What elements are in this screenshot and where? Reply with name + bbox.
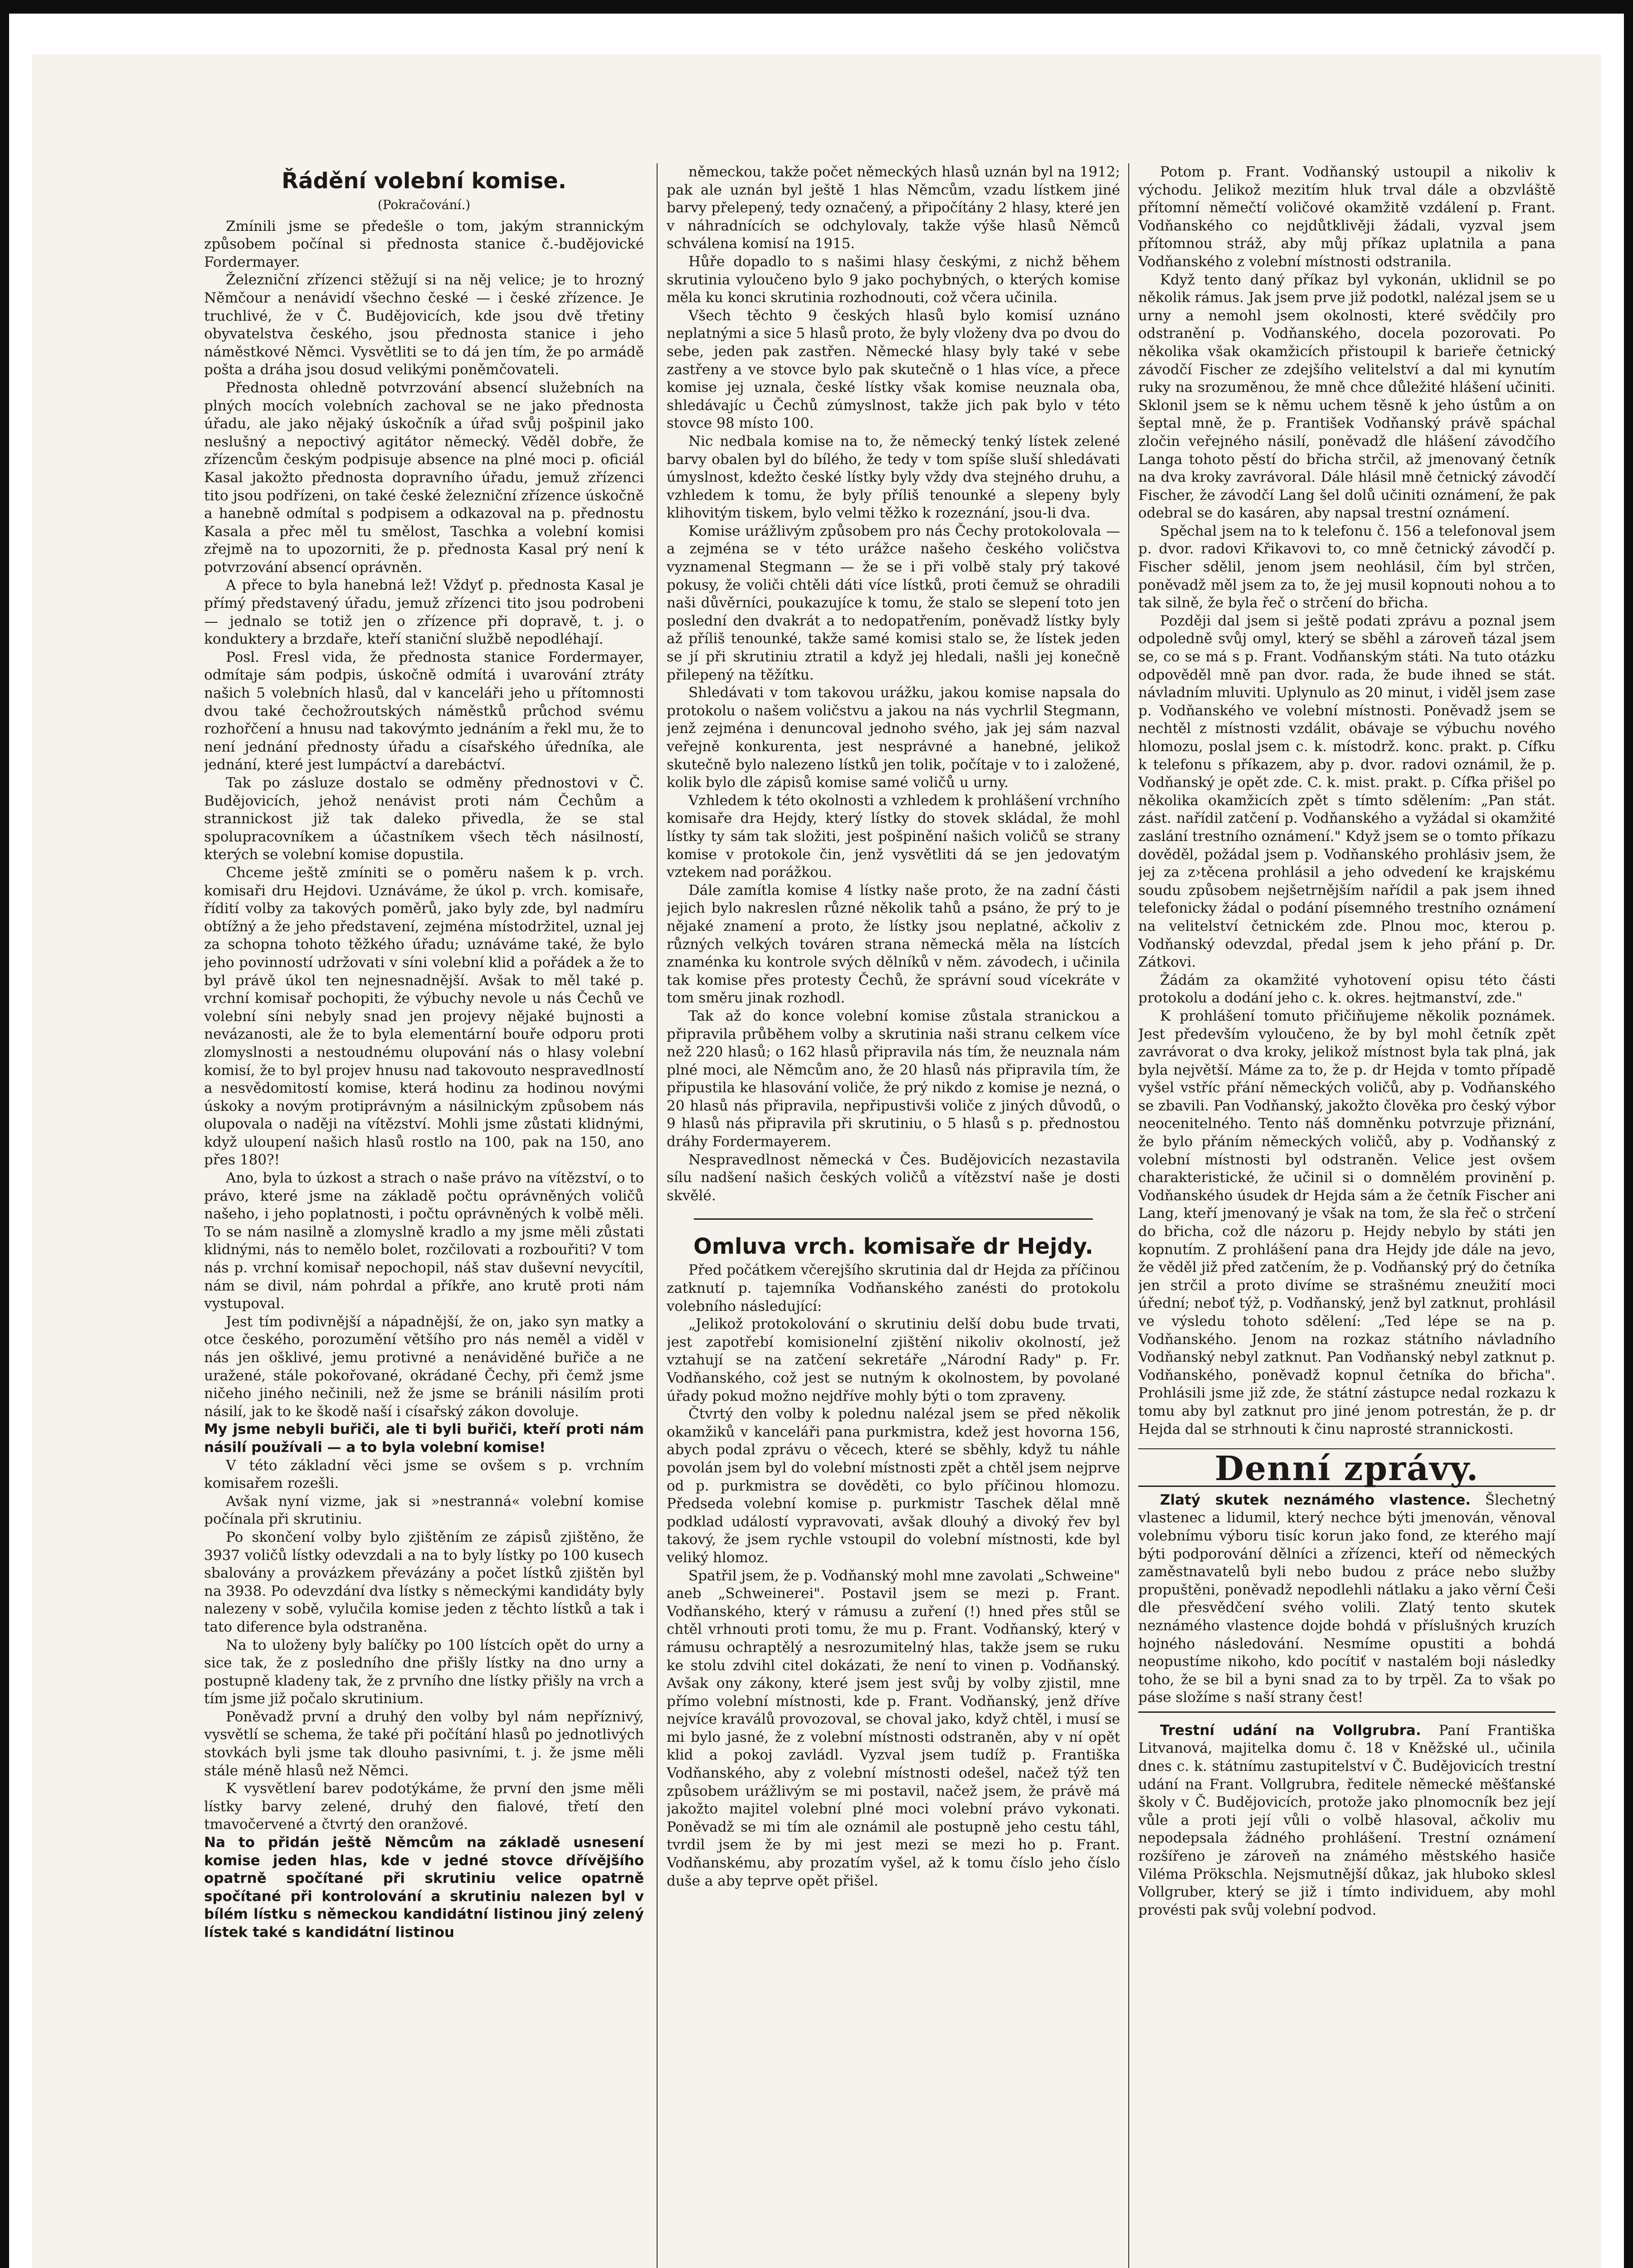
paragraph: Ano, byla to úzkost a strach o naše právo na vítězství, o to právo, které jsme na základě počtu oprávněných voličů našeho, i jeho poplatnosti, i počtu oprávněných k volbě měli. To se nám nasilně a zlomyslně kradlo a my jsme měli zůstati klidnými, nás to nemělo bolet, rozčilovati a rozbouřiti? V tom nás p. vrchní komisař nepochopil, náš stav duševní nevycítil, nám se divil, nám pohrdal a příkře, ano krutě proti nám vystupoval. <box>204 1170 644 1312</box>
paragraph: Později dal jsem si ještě podati zprávu a poznal jsem odpoledně svůj omyl, který se sběhl a zároveň tázal jsem se, co se má s p. Frant. Vodňanským státi. Na tuto otázku odpověděl mně pan dvor. rada, že bude ihned se stát. návladním mluviti. Uplynulo as 20 minut, i viděl jsem zase p. Vodňanského ve volební místnosti. Poněvadž jsem se nechtěl z místnosti vzdálit, obávaje se výbuchu nového hlomozu, poslal jsem c. k. místodrž. konc. prakt. p. Cífku k telefonu s příkazem, aby p. dvor. radovi oznámil, že p. Vodňanský je opět zde. C. k. mist. prakt. p. Cífka přišel po několika okamžicích zpět s tímto sdělením: „Pan stát. zást. nařídil zatčení p. Vodňanského a vyžádal si okamžité zaslání trestního oznámení." Když jsem se o tomto příkazu dověděl, požádal jsem p. Vodňanského prohlásiv jsem, že jej za z›těcena prohlásil a jeho odvedení ke krajskému soudu způsobem nejšetrnějším nařídil a pak jsem ihned telefonicky žádal o podání písemného trestního oznámení na velitelství četnickém zde. Plnou moc, kterou p. Vodňanský odevzdal, předal jsem k jeho přání p. Dr. Zátkovi. <box>1138 612 1555 971</box>
news-headline: Trestní udání na Vollgrubra. <box>1160 1722 1421 1739</box>
bold-statement: My jsme nebyli buřiči, ale ti byli buřiči, kteří proti nám násilí používali — a to byla volební komise! <box>204 1421 644 1456</box>
paragraph: Chceme ještě zmíniti se o poměru našem k p. vrch. komisaři dru Hejdovi. Uznáváme, že úkol p. vrch. komisaře, řídití volby za takových poměrů, jako byly zde, byl nadmíru obtížný a že jeho představení, zejména místodržitel, uznal jej za schopna tohoto těžkého úřadu; uznáváme také, že bylo jeho povinností udržovati v síni volební klid a pořádek a že to byl právě úkol ten nejnesnadnější. Avšak to měl také p. vrchní komisař pochopiti, že výbuchy nevole u nás Čechů ve volební síni nebyly snad jen projevy nějaké bujnosti a nevázanosti, ale že to byla elementární bouře odporu proti zlomyslnosti a nestoudnému olupování nás o hlasy volební komisí, že to byl projev hnusu nad takovouto nespravedlností a nesvědomitostí komise, která hodinu za hodinou novými úskoky a novým protiprávným a násilnickým způsobem nás olupovala o naději na vítězství. Mohli jsme zůstati klidnými, když uloupení našich hlasů rostlo na 100, pak na 150, ano přes 180?! <box>204 864 644 1168</box>
paragraph: Nespravedlnost německá v Čes. Budějovicích nezastavila sílu nadšení našich českých voličů a vítězství naše je dosti skvělé. <box>667 1151 1120 1204</box>
paragraph: německou, takže počet německých hlasů uznán byl na 1912; pak ale uznán byl ještě 1 hlas Němcům, vzadu lístkem jiné barvy přelepený, tedy označený, a připočítány 2 hlasy, které jen v náhradnících se odchylovaly, takže výše hlasů Němců schválena komisí na 1915. <box>667 164 1120 252</box>
bold-paragraph: Na to přidán ještě Němcům na základě usnesení komise jeden hlas, kde v jedné stovce dřívějšího opatrně spočítané při skrutiniu velice opatrně spočítané při kontrolování a skrutiniu nalezen byl v bílém lístku s německou kandidátní listinou jiný zelený lístek také s kandidátní listinou <box>204 1834 644 1941</box>
scan-border-right <box>1624 0 1633 2268</box>
news-text: Šlechetný vlastenec a lidumil, který nechce býti jmenován, věnoval volebnímu výboru tisíc korun jako fond, ze kterého mají býti podporování dělníci a zřízenci, kteří od německých zaměstnavatelů byli nebo budou z práce nebo služby propuštěni, poněvadž nepodlehli nátlaku a jako věrní Češi dle přesvědčení svého volili. Zlatý tento skutek neznámého vlastence dojde bohdá v příslušných kruzích hojného následování. Nesmíme opustiti a bohdá neopustíme nikoho, kdo pocítiť v nastalém boji následky toho, že se bil a byni snad za to by trpěl. Za to však po páse složíme s naší strany čest! <box>1138 1491 1555 1706</box>
paragraph: Tak po zásluze dostalo se odměny přednostovi v Č. Budějovicích, jehož nenávist proti nám Čechům a strannickost již tak daleko přivedla, že se stal spolupracovníkem a účastníkem všech těch násilností, kterých se volební komise dopustila. <box>204 775 644 863</box>
news-headline: Zlatý skutek neznámého vlastence. <box>1160 1491 1471 1508</box>
paragraph: Před počátkem včerejšího skrutinia dal dr Hejda za příčinou zatknutí p. tajemníka Vodňanského zanésti do protokolu volebního následující: <box>667 1262 1120 1315</box>
paragraph: Čtvrtý den volby k polednu nalézal jsem se před několik okamžiků v kanceláři pana purkmistra, kdež jest hovorna 156, abych podal zprávu o věcech, které se sběhly, když tu náhle povolán jsem byl do volební místnosti zpět a chtěl jsem nejprve od p. purkmistra se dověděti, co bylo příčinou hlomozu. Předseda volební komise p. purkmistr Taschek dělal mně podklad událostí vypravovati, avšak dlouhý a divoký řev byl takový, že jsem rychle vstoupil do volební místnosti, kde byl veliký hlomoz. <box>667 1406 1120 1566</box>
continuation-note: (Pokračování.) <box>377 197 471 212</box>
paragraph: Přednosta ohledně potvrzování absencí služebních na plných mocích volebních zachoval se ne jako přednosta úřadu, ale jako nějaký úskočník a úřad svůj pošpinil jako neslušný a nepoctivý agitátor německý. Věděl dobře, že zřízencům českým podpisuje absence na plné moci p. oficiál Kasal jakožto přednosta dopravního úřadu, jemuž zřízenci tito jsou podřízeni, on také české železniční zřízence úskočně a hanebně odmítal s podpisem a odkazoval na p. přednostu Kasala a přec měl tu smělost, Taschka a volební komisi zřejmě na to upozorniti, že p. přednosta Kasal prý není k potvrzování absencí oprávněn. <box>204 379 644 576</box>
paragraph: Vzhledem k této okolnosti a vzhledem k prohlášení vrchního komisaře dra Hejdy, který lístky do stovek skládal, že mohl lístky ty sám tak složiti, jest pošpinění našich voličů se strany komise v protokole čin, jenž vysvětliti dá se jen jedovatým vztekem nad porážkou. <box>667 792 1120 881</box>
column-rule <box>657 163 658 2268</box>
article-title: Omluva vrch. komisaře dr Hejdy. <box>693 1234 1093 1260</box>
paragraph: Na to uloženy byly balíčky po 100 lístcích opět do urny a sice tak, že z posledního dne přišly lístky na dno urny a postupně kladeny tak, že z prvního dne lístky přišly na vrch a tím jsme již počalo skrutinium. <box>204 1637 644 1707</box>
column-1 <box>204 163 644 2268</box>
paragraph: Když tento daný příkaz byl vykonán, uklidnil se po několik rámus. Jak jsem prve již podotkl, nalézal jsem se u urny a nemohl jsem okolnosti, které svědčily pro odstranění p. Vodňanského, docela pozorovati. Po několika však okamžicích přistoupil k barieře četnický závodčí Fischer ze zdejšího velitelství a dal mi kynutím ruky na srozuměnou, že mně chce důležité hlášení učiniti. Sklonil jsem se k němu uchem těsně k jeho ústům a on šeptal mně, že p. František Vodňanský právě spáchal zločin veřejného násilí, poněvadž dle hlášení závodčího Langa tohoto pěstí do břicha strčil, až jmenovaný četník na dva kroky zavrávoral. Dále hlásil mně četnický závodčí Fischer, že závodčí Lang šel dolů učiniti oznámení, že pak odebral se do kasáren, aby napsal trestní oznámení. <box>1138 271 1555 522</box>
paragraph: Komise urážlivým způsobem pro nás Čechy protokolovala — a zejména se v této urážce našeho českého voličstva vyznamenal Stegmann — že se i při volbě staly prý takové pokusy, že voliči chtěli dáti více lístků, proti čemuž se ohradili naši důvěrníci, poukazujíce k tomu, že stalo se slepení toto jen poslední den dvakrát a to nedopatřením, poněvadž lístky byly až příliš tenounké, takže samé komisi stalo se, že lístek jeden se jí při skrutiniu ztratil a když jej hledali, našli jej konečně přilepený na těžítku. <box>667 523 1120 683</box>
paragraph: Nic nedbala komise na to, že německý tenký lístek zelené barvy obalen byl do bílého, že tedy v tom spíše sluší shledávati úmyslnost, kdežto české lístky byly vždy dva stejného druhu, a vzhledem k tomu, že byly příliš tenounké a slepeny byly klihovitým tiskem, bylo velmi těžko k rozeznání, jsou-li dva. <box>667 433 1120 522</box>
paragraph: Hůře dopadlo to s našimi hlasy českými, z nichž během skrutinia vyloučeno bylo 9 jako pochybných, o kterých komise měla ku konci skrutinia rozhodnouti, což včera učinila. <box>667 253 1120 306</box>
news-item-box <box>1138 1486 1555 1713</box>
paragraph: Žádám za okamžité vyhotovení opisu této části protokolu a dodání jeho c. k. okres. hejtmanství, zde." <box>1138 972 1555 1007</box>
paragraph: K prohlášení tomuto přičiňujeme několik poznámek. Jest především vyloučeno, že by byl mohl četník zpět zavrávorat o dva kroky, jelikož místnost byla tak plná, jak byla největší. Máme za to, že p. dr Hejda v tomto případě vyšel vstříc přání německých voličů, aby p. Vodňanského se zbavili. Pan Vodňanský, jakožto člověka pro český výbor neocenitelného. Tento náš domněnku potvrzuje přiznání, že bylo přáním německých voličů, aby p. Vodňanský z volební místnosti byl odstraněn. Velice jest ovšem charakteristické, že učinil si o domnělém provinění p. Vodňanského úsudek dr Hejda sám a že četník Fischer ani Lang, kteří jmenovaný je však na tom, že sla řeč o strčení do břicha, což dle názoru p. Hejdy nebylo by státi jen kopnutím. Z prohlášení pana dra Hejdy jde dále na jevo, že věděl již před zatčením, že p. Vodňanský prý do četníka jen strčil a proto divíme se strašnému zneužití moci úřední; neboť týž, p. Vodňanský, jenž byl zatknut, prohlásil ve výsledu tohoto sdělení: „Ted lépe se na p. Vodňanského. Jenom na rozkaz státního návladního Vodňanský nebyl zatknut. Pan Vodňanský nebyl zatknut p. Vodňanského, poněvadž kopnul četníka do břicha". Prohlásili jsme již zde, že státní zástupce nedal rozkazu k tomu aby byl zatknut pro jiné jenom potrestán, že p. dr Hejda dal se strhnouti k činu naprosté strannickosti. <box>1138 1007 1555 1437</box>
paragraph: A přece to byla hanebná lež! Vždyť p. přednosta Kasal je přímý představený úřadu, jemuž zřízenci tito jsou podrobeni — jednalo se totiž jen o zřízence při dopravě, t. j. o konduktery a brzdaře, kteří staniční službě nepodléhají. <box>204 577 644 648</box>
paragraph: Potom p. Frant. Vodňanský ustoupil a nikoliv k východu. Jelikož mezitím hluk trval dále a obzvláště přítomní němečtí voličové okamžitě vzdálení p. Frant. Vodňanského co nejdůtklivěji žádali, vyzval jsem přítomnou stráž, aby můj příkaz uplatnila a pana Vodňanského z volební místnosti odstranila. <box>1138 164 1555 270</box>
scan-border-top <box>0 0 1633 14</box>
paragraph: Všech těchto 9 českých hlasů bylo komisí uznáno neplatnými a sice 5 hlasů proto, že byly vloženy dva po dvou do sebe, jeden pak zastřen. Německé hlasy byly také v sebe zastřeny a ve stovce bylo pak skutečně o 1 hlas více, a přece komise jej uznala, české lístky však komise neuznala oba, shledávajíc u Čechů zúmyslnost, takže jich pak bylo v této stovce 98 místo 100. <box>667 307 1120 432</box>
section-divider <box>694 1218 1093 1220</box>
paragraph: Tak až do konce volební komise zůstala stranickou a připravila průběhem volby a skrutinia naši stranu celkem více než 220 hlasů; o 162 hlasů připravila nás tím, že neuznala nám plné moci, ale Němcům ano, že 20 hlasů nás připravila tím, že připustila ke hlasování voliče, že prý nikdo z komise je nezná, o 20 hlasů nás připravila, nepřipustivši voliče z jiných důvodů, o 9 hlasů nás připravila při skrutiniu, o 5 hlasů s p. přednostou dráhy Fordermayerem. <box>667 1007 1120 1150</box>
paragraph: Dále zamítla komise 4 lístky naše proto, že na zadní části jejich bylo nakreslen různé několik tahů a psáno, že prý to je nějaké znamení a proto, že lístky jsou neplatné, ačkoliv z různých velkých továren strana německá měla na lístcích znaménka ku kontrole svých dělníků v něm. závodech, i učinila tak komise přes protesty Čechů, že správní soud vícekráte v tom směru jinak rozhodl. <box>667 882 1120 1007</box>
paragraph: Spatřil jsem, že p. Vodňanský mohl mne zavolati „Schweine" aneb „Schweinerei". Postavil jsem se mezi p. Frant. Vodňanského, který v rámusu a zuření (!) hned přes stůl se chtěl vrhnouti proti tomu, že mu p. Frant. Vodňanský, který v rámusu ochraptělý a nesrozumitelný hlas, takže jsem se ruku ke stolu zdvihl citel dokázati, že není to vinen p. Vodňanský. Avšak ony zákony, které jsem jest svůj by volby zjistil, mne přímo volební místnosti, kde p. Frant. Vodňanský, jenž dříve nejvíce kraválů provozoval, se choval jako, když chtěl, i musí se mi bylo jasné, že z volební místnosti odstraněn, aby v ní opět klid a pokoj zavládl. Vyzval jsem tudíž p. Františka Vodňanského, aby z volební místnosti odešel, načež týž ten způsobem urážlivým se mi postavil, načež jsem, že právě má jakožto majitel volební plné moci volební právo vykonati. Poněvadž se mi tím ale oznámil ale postupně jeho cestu táhl, tvrdil jsem že by mi jest mezi se mezi ho p. Frant. Vodňanskému, aby prozatím vyšel, až k tomu číslo jeho číslo duše a aby teprve opět přišel. <box>667 1567 1120 1889</box>
paragraph: „Jelikož protokolování o skrutiniu delší dobu bude trvati, jest zapotřebí komisionelní zjištění nikoliv okolností, jež vztahují se na zatčení sekretáře „Národní Rady" p. Fr. Vodňanského, což jest se nutným k okolnostem, by povolané úřady pokud možno nejdříve mohly býti o tom zpraveny. <box>667 1316 1120 1404</box>
column-rule <box>1128 163 1129 2268</box>
paragraph: Avšak nyní vizme, jak si »nestranná« volební komise počínala při skrutiniu. <box>204 1493 644 1528</box>
paragraph: Poněvadž první a druhý den volby byl nám nepříznivý, vysvětlí se schema, že také při počítání hlasů po jednotlivých stovkách byli jsme tak dlouho pasivními, t. j. že jsme měli stále méně hlasů než Němci. <box>204 1708 644 1779</box>
paragraph: Po skončení volby bylo zjištěním ze zápisů zjištěno, že 3937 voličů lístky odevzdali a na to byly lístky po 100 kusech sbalovány a provázkem převázány a počet lístků zjištěn byl na 3938. Po odevzdání dva lístky s německými kandidáty byly nalezeny v sobě, vylučila komise jeden z těchto lístků a tak i tato diference byla odstraněna. <box>204 1529 644 1635</box>
news-text: Paní Františka Litvanová, majitelka domu č. 18 v Kněžské ul., učinila dnes c. k. státnímu zastupitelství v Č. Budějovicích trestní udání na Frant. Vollgrubra, ředitele německé měšťanské školy v Č. Budějovicích, protože jako plnomocník bez její vůle a proti její vůli o volbě hlasoval, ačkoliv mu nepodepsala žádného prohlášení. Trestní oznámení rozšířeno je zároveň na známého městského hasiče Viléma Prökschla. Nejsmutnější důkaz, jak hluboko sklesl Vollgruber, který se již i tímto individuem, aby mohl provésti pak svůj volební podvod. <box>1138 1722 1555 1918</box>
paragraph: Železniční zřízenci stěžují si na něj velice; je to hrozný Němčour a nenávidí všechno české — i české zřízence. Je truchlivé, že v Č. Budějovicích, kde jsou dvě třetiny obyvatelstva českého, jsou přednosta stanice i jeho náměstkové Němci. Vysvětliti se to dá jen tím, že po armádě pošta a dráha jsou dosud velikými poněmčovateli. <box>204 272 644 378</box>
paragraph: K vysvětlení barev podotýkáme, že první den jsme měli lístky barvy zelené, druhý den fialové, třetí den tmavočervené a čtvrtý den oranžové. <box>204 1780 644 1833</box>
paragraph: Shledávati v tom takovou urážku, jakou komise napsala do protokolu o našem voličstvu a jakou na nás vychrlil Stegmann, jenž zejména i denuncoval jednoho svého, jak jej sám nazval veřejně konkurenta, jest nesprávné a hanebné, jelikož skutečně bylo nalezeno lístků jen tolik, počítaje v to i založené, kolik bylo dle zápisů komise samé voličů u urny. <box>667 684 1120 791</box>
paragraph: V této základní věci jsme se ovšem s p. vrchním komisařem rozešli. <box>204 1457 644 1492</box>
scan-border-left <box>0 0 9 2268</box>
paragraph: Spěchal jsem na to k telefonu č. 156 a telefonoval jsem p. dvor. radovi Křikavovi to, co mně četnický závodčí p. Fischer sdělil, jenom jsem neohlásil, čím byl strčen, poněvadž měl jsem za to, že jej musil kopnouti nohou a to tak silně, že byla řeč o strčení do břicha. <box>1138 523 1555 611</box>
article-title: Řádění volební komise. <box>281 168 566 194</box>
section-heading: Denní zprávy. <box>1214 1449 1479 1489</box>
column-2 <box>667 163 1120 2268</box>
paragraph: Jest tím podivnější a nápadnější, že on, jako syn matky a otce českého, porozumění většího pro nás neměl a viděl v nás jen ošklivé, jemu protivné a nenáviděné buřiče a ne uražené, stále pokořované, okrádané Čechy, při čemž jsme ničeho jiného nečinili, než že jsme se bránili násilím proti násilí, jak to ke škodě naší i císařský zákon dovoluje. <box>204 1313 644 1420</box>
paragraph: Posl. Fresl vida, že přednosta stanice Fordermayer, odmítaje sám podpis, úskočně odmítá i uvarování ztráty našich 5 volebních hlasů, dal v kanceláři jeho u přítomnosti dvou také čechožroutských náměstků průchod svému rozhořčení a hnusu nad takovýmto jednáním a řekl mu, že to není jednání přednosty úřadu a císařského úředníka, ale jednání, které jest lumpáctví a darebáctví. <box>204 649 644 773</box>
paragraph: Zmínili jsme se předešle o tom, jakým strannickým způsobem počínal si přednosta stanice č.-budějovické Fordermayer. <box>204 218 644 270</box>
column-3 <box>1138 163 1555 2268</box>
newspaper-page <box>32 54 1601 2268</box>
